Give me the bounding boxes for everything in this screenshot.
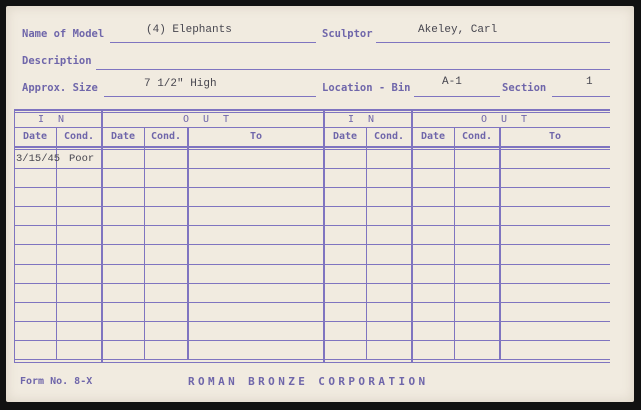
form-number: Form No. 8-X [20,376,93,387]
row-1-in-cond: Poor [69,153,95,165]
group-divider [14,127,610,128]
row-rule [14,321,610,322]
size-label: Approx. Size [22,82,98,94]
group-header-in-2: IN [347,114,389,125]
col-header-out-date-1: Date [110,131,136,142]
col-header-out-date-2: Date [420,131,446,142]
header-bottom-border-inner [14,149,610,150]
col-header-in-cond-2: Cond. [373,131,405,142]
section-label: Section [502,82,547,94]
section-underline [552,96,610,97]
company-name: ROMAN BRONZE CORPORATION [188,375,429,388]
group-divider-vertical [101,109,103,363]
model-value: (4) Elephants [146,24,232,36]
col-header-out-cond-2: Cond. [461,131,493,142]
description-underline [96,69,610,70]
location-label: Location - Bin [322,82,411,94]
sculptor-underline [376,42,610,43]
model-underline [110,42,316,43]
table-top-border [14,109,610,111]
description-label: Description [22,55,92,67]
row-rule [14,264,610,265]
header-bottom-border [14,146,610,148]
location-underline [414,96,500,97]
table-bottom-border-inner [14,362,610,363]
row-rule [14,168,610,169]
row-rule [14,244,610,245]
group-header-out-2: OUT [480,114,542,125]
location-value: A-1 [442,76,462,88]
col-header-out-to-1: To [249,131,263,142]
col-header-out-to-2: To [548,131,562,142]
col-header-in-cond-1: Cond. [63,131,95,142]
sculptor-value: Akeley, Carl [418,24,498,36]
group-divider-vertical [323,109,325,363]
col-header-in-date-2: Date [332,131,358,142]
group-divider-vertical [411,109,413,363]
row-rule [14,283,610,284]
group-header-out-1: OUT [182,114,244,125]
size-underline [104,96,316,97]
col-header-out-cond-1: Cond. [150,131,182,142]
col-header-in-date-1: Date [22,131,48,142]
row-1-in-date: 3/15/45 [16,153,61,165]
model-label: Name of Model [22,28,105,40]
table-top-border-inner [14,112,610,113]
inventory-card [6,6,634,402]
sculptor-label: Sculptor [322,28,373,40]
section-value: 1 [586,76,593,88]
table-bottom-border [14,359,610,360]
row-rule [14,206,610,207]
row-rule [14,302,610,303]
row-rule [14,187,610,188]
row-rule [14,340,610,341]
group-header-in-1: IN [37,114,79,125]
row-rule [14,225,610,226]
size-value: 7 1/2" High [144,78,217,90]
table-left-border [14,109,15,363]
